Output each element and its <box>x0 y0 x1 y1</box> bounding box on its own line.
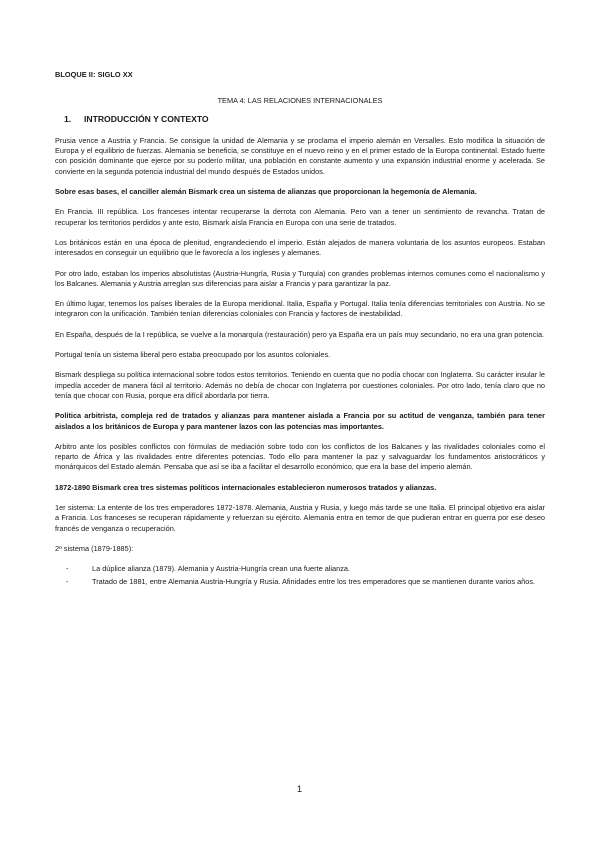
paragraph-paises-liberales: En último lugar, tenemos los países liberales de la Europa meridional. Italia, España y Portugal. Italia tenía diferencias territoriales con Austria. No se integraron con la unificación. También tenían diferencias coloniales con Francia y factores de inestabilidad. <box>55 299 545 319</box>
topic-title: TEMA 4: LAS RELACIONES INTERNACIONALES <box>217 96 383 106</box>
list-item: - La dúplice alianza (1879). Alemania y Austria-Hungría crean una fuerte alianza. <box>92 564 545 574</box>
section-title: INTRODUCCIÓN Y CONTEXTO <box>84 113 209 124</box>
section-number: 1. <box>64 113 72 124</box>
paragraph-arbitro: Arbitro ante los posibles conflictos con fórmulas de mediación sobre todo con los conflictos de los Balcanes y las rivalidades coloniales como el reparto de África y las rivalidades entre diferentes potencias. Todo ello para mantener la paz y salvaguardar los fundamentos aristocráticos y monárquicos del Estado alemán. Pensaba que así se iba a facilitar el desarrollo económico, que era la base del imperio alemán. <box>55 441 545 472</box>
paragraph-segundo-sistema: 2º sistema (1879-1885): <box>55 543 134 553</box>
list-item: - Tratado de 1881, entre Alemania Austria-Hungría y Rusia. Afinidades entre los tres emperadores que se mantienen durante varios años. <box>92 577 545 587</box>
page-number: 1 <box>296 784 302 794</box>
treaty-list <box>55 564 545 587</box>
paragraph-britanicos: Los británicos están en una época de plenitud, engrandeciendo el imperio. Están alejados de manera voluntaria de los asuntos europeos. Estaban interesados en conseguir un equilibrio que le favorecía a los ingleses y alemanes. <box>55 237 545 258</box>
paragraph-portugal: Portugal tenía un sistema liberal pero estaba preocupado por los asuntos coloniales. <box>55 350 331 360</box>
paragraph-espana: En España, después de la I república, se vuelve a la monarquía (restauración) pero ya España era un país muy secundario, no era una gran potencia. <box>55 329 545 339</box>
page-content <box>55 70 545 589</box>
paragraph-tres-sistemas: 1872-1890 Bismark crea tres sistemas políticos internacionales establecieron numerosos tratados y alianzas. <box>55 482 437 492</box>
paragraph-francia: En Francia. III república. Los franceses intentar recuperarse la derrota con Alemania. Pero van a tener un sentimiento de revancha. Tratan de recuperar los territorios perdidos y ante esto, Bismark aísla Francia en Europa con una serie de tratados. <box>55 207 545 227</box>
section-heading <box>55 114 545 124</box>
paragraph-primer-sistema: 1er sistema: La entente de los tres emperadores 1872-1878. Alemania, Austria y Rusia, y luego más tarde se une Italia. El principal objetivo era aislar a Francia. Los franceses se recuperan rápidamente y refuerzan su ejército. Alemania entra en temor de que pudieran entrar en guerra por ese deseo francés de venganza o recuperación. <box>55 503 545 533</box>
paragraph-politica-internacional: Bismark despliega su política internacional sobre todos estos territorios. Teniendo en cuenta que no podía chocar con Inglaterra. Su carácter insular le impedía acceder de manera fácil al territorio. Además no debía de chocar con Inglaterra por cuestiones coloniales. Por otro lado, tenía claro que no tenía que chocar con Rusia, porque era difícil abordarla por tierra. <box>55 370 545 400</box>
paragraph-bismark-alianzas: Sobre esas bases, el canciller alemán Bismark crea un sistema de alianzas que proporcionan la hegemonía de Alemania. <box>55 187 477 197</box>
paragraph-politica-arbitrista: Política arbitrista, compleja red de tratados y alianzas para mantener aislada a Francia por su actitud de venganza, también para tener aislados a los británicos de Europa y para mantener lazos con las potencias mas importantes. <box>55 411 545 431</box>
paragraph-imperios-absolutistas: Por otro lado, estaban los imperios absolutistas (Austria-Hungría, Rusia y Turquía) con grandes problemas internos comunes como el nacionalismo y los Balcanes. Alemania y Austria arreglan sus diferencias para aislar a Francia y para garantizar la paz. <box>55 268 545 288</box>
paragraph-prusia: Prusia vence a Austria y Francia. Se consigue la unidad de Alemania y se proclama el imperio alemán en Versalles. Esto modifica la situación de Europa y el equilibrio de fuerzas. Alemania se beneficia, se constituye en el nuevo reino y en el primer estado de la Europa continental. Estado fuerte con posición dominante que ejerce por su poderío militar, una población en constante aumento y una expansión industrial enorme y acelerada. Se convierte en la segunda potencia industrial del mundo después de Estados unidos. <box>55 135 545 176</box>
block-title: BLOQUE II: SIGLO XX <box>55 70 133 79</box>
